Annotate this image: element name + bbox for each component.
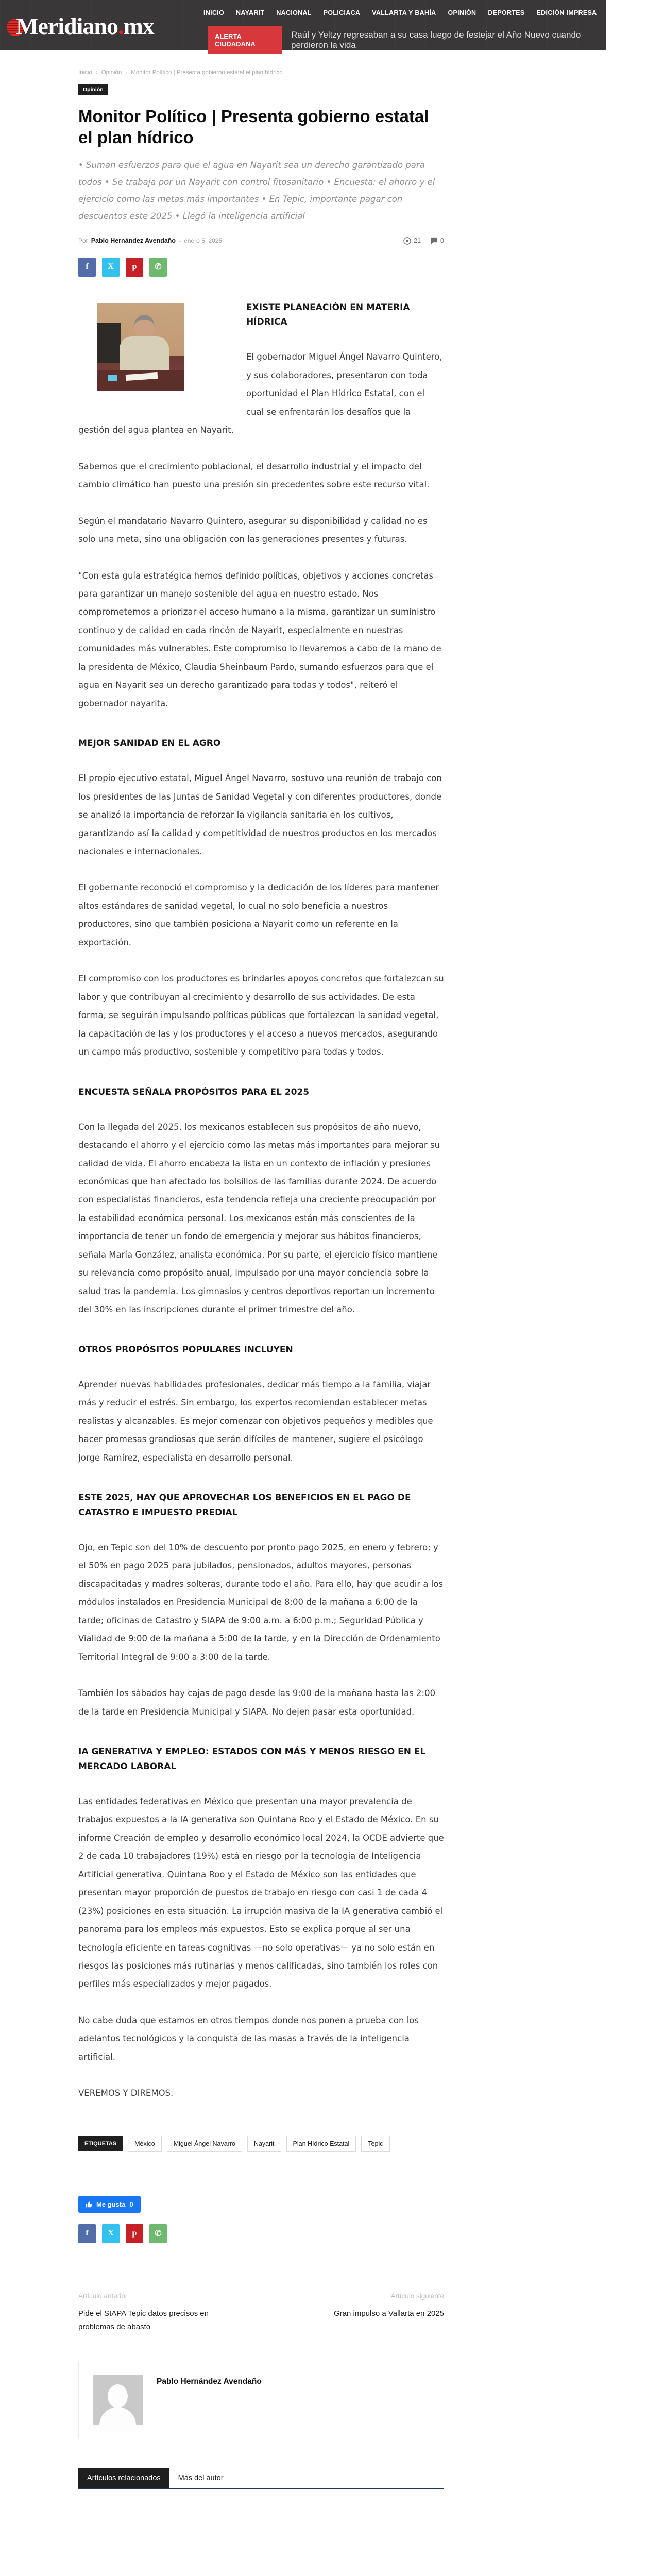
article-block: Ojo, en Tepic son del 10% de descuento por pronto pago 2025, en enero y febrero; y el 50% en pago 2025 para jubilados, pensionados, adultos mayores, personas discapacitadas y madres solteras, durante todo el año. Para ello, hay que acudir a los módulos instalados en Presidencia Municipal de 8:00 de la mañana a 6:00 de la tarde; oficinas de Catastro y SIAPA de 9:00 a.m. a 6:00 p.m.; Seguridad Pública y Vialidad de 9:00 de la mañana a 5:00 de la tarde, y en la Dirección de Ordenamiento Territorial Integral de 9:00 a 3:00 de la tarde. [78,1542,444,1662]
photo-note [108,375,117,381]
facebook-share-button[interactable]: f [78,258,96,277]
x-share-button[interactable]: X [102,2224,120,2243]
photo-shelf [97,323,121,363]
nav-item[interactable]: POLICIACA [323,9,361,16]
whatsapp-share-button[interactable]: ✆ [149,258,167,277]
author-link[interactable]: Pablo Hernández Avendaño [91,237,176,244]
page-title: Monitor Político | Presenta gobierno estatal el plan hídrico [78,107,429,147]
alert-row [208,26,606,54]
avatar-silhouette-body [99,2407,136,2433]
share-row-bottom [78,2224,444,2243]
article-block: El propio ejecutivo estatal, Miguel Ángel Navarro, sostuvo una reunión de trabajo con los presidentes de las Juntas de Sanidad Vegetal y con diferentes productores, donde se analizó la importancia de reforzar la vigilancia sanitaria en los cultivos, garantizando así la calidad y competitividad de nuestros productos en los mercados nacionales e internacionales. [78,773,442,857]
prev-article-link[interactable]: Pide el SIAPA Tepic datos precisos en problemas de abasto [78,2309,209,2332]
next-article-label: Artículo siguiente [390,2292,444,2300]
breadcrumb-separator: › [95,70,98,76]
like-button[interactable] [78,2196,141,2213]
article-block: También los sábados hay cajas de pago desde las 9:00 de la mañana hasta las 2:00 de la tarde en Presidencia Municipal y SIAPA. No dejen pasar esta oportunidad. [78,1688,436,1717]
article-block: "Con esta guía estratégica hemos definido políticas, objetivos y acciones concretas para garantizar un manejo sostenible del agua en nuestro estado. Nos comprometemos a priorizar el acceso humano a la misma, garantizar un suministro continuo y de calidad en cada rincón de Nayarit, especialmente en nuestras comunidades más vulnerables. Este compromiso lo llevaremos a cabo de la mano de la presidenta de México, Claudia Sheinbaum Pardo, sumando esfuerzos para que el agua en Nayarit sea un derecho garantizado para todas y todos", reiteró el gobernador nayarita. [78,570,441,708]
byline-prefix: Por [78,237,88,244]
nav-item[interactable]: VALLARTA Y BAHÍA [372,9,436,16]
tags-label: ETIQUETAS [78,2136,123,2151]
breadcrumb-separator: › [125,70,128,76]
whatsapp-share-button[interactable]: ✆ [149,2224,167,2243]
alert-headline-link[interactable]: Raúl y Yeltzy regresaban a su casa luego de festejar el Año Nuevo cuando perdieron la vida [291,30,581,50]
tag-link[interactable]: México [128,2136,162,2152]
site-header [0,0,642,50]
photo-person-body [120,336,169,372]
article-block: MEJOR SANIDAD EN EL AGRO [78,738,221,749]
views-count: 21 [414,237,421,244]
nav-item[interactable]: NAYARIT [236,9,265,16]
article-date: enero 5, 2025 [184,237,223,244]
nav-item[interactable]: INICIO [203,9,224,16]
nav-item[interactable]: NACIONAL [276,9,312,16]
article-block: No cabe duda que estamos en otros tiempos donde nos ponen a prueba con los adelantos tecnológicos y la conquista de las masas a través de la inteligencia artificial. [78,2015,419,2062]
article-photo [97,303,184,391]
tab-more-from-author[interactable]: Más del autor [178,2474,224,2483]
article-block: OTROS PROPÓSITOS POPULARES INCLUYEN [78,1344,293,1355]
main-content [78,70,444,2576]
nav-item[interactable]: DEPORTES [488,9,525,16]
prev-article-label: Artículo anterior [78,2292,128,2300]
thumbs-up-icon [86,2201,92,2208]
prevnext-titles [78,2307,444,2334]
article-block: El gobernante reconoció el compromiso y la dedicación de los líderes para mantener altos estándares de sanidad vegetal, lo cual no solo beneficia a nuestros productores, sino que también posiciona a Nayarit como un referente en la exportación. [78,883,439,947]
footer-tabs [78,2468,444,2489]
author-avatar[interactable] [93,2375,143,2425]
article-block: ENCUESTA SEÑALA PROPÓSITOS PARA EL 2025 [78,1087,310,1097]
tag-link[interactable]: Plan Hídrico Estatal [286,2136,356,2152]
like-count: 0 [129,2200,133,2208]
avatar-silhouette [108,2384,128,2408]
pinterest-share-button[interactable]: p [126,258,143,277]
pinterest-share-button[interactable]: p [126,2224,143,2243]
tab-related-articles[interactable]: Artículos relacionados [78,2468,169,2488]
byline-separator: - [179,237,181,244]
tag-link[interactable]: Tepic [361,2136,389,2152]
article-block: El compromiso con los productores es brindarles apoyos concretos que fortalezcan su labor y que contribuyan al crecimiento y desarrollo de sus actividades. De esta forma, se seguirán impulsando políticas públicas que fortalezcan la sanidad vegetal, la capacitación de las y los productores y el acceso a nuevos mercados, asegurando un campo más productivo, sostenible y competitivo para todas y todos. [78,974,444,1057]
author-box-name[interactable]: Pablo Hernández Avendaño [157,2377,262,2386]
share-row-top [78,258,444,277]
logo-text: Meridiano [16,13,118,39]
nav-item[interactable]: ESPECIAL [608,9,642,16]
views-metric [403,237,421,245]
article-body [78,300,444,2103]
author-box [78,2361,444,2439]
article-block: Sabemos que el crecimiento poblacional, el desarrollo industrial y el impacto del cambio climático han puesto una presión sin precedentes sobre este recurso vital. [78,461,430,490]
article-block: EXISTE PLANEACIÓN EN MATERIA HÍDRICA [246,302,410,328]
breadcrumb-home[interactable]: Inicio [78,70,92,76]
article-block: ESTE 2025, HAY QUE APROVECHAR LOS BENEFICIOS EN EL PAGO DE CATASTRO E IMPUESTO PREDIAL [78,1492,411,1518]
article-block: Las entidades federativas en México que presentan una mayor prevalencia de trabajos expuestos a la IA generativa son Quintana Roo y el Estado de México. En su informe Creación de empleo y desarrollo económico local 2024, la OCDE advierte que 2 de cada 10 trabajadores (19%) está en riesgo por la tecnología de Inteligencia Artificial generativa. Quintana Roo y el Estado de México son las entidades que presentan mayor proporción de puestos de trabajo en riesgo con casi 1 de cada 4 (23%) posiciones en esta situación. La irrupción masiva de la IA generativa cambió el panorama para los empleos más expuestos. Esto se explica porque al ser una tecnología eficiente en tareas cognitivas —no solo operativas— ya no solo están en riesgos las posiciones más rutinarias y menos calificadas, sino también los roles con perfiles más especializados y mejor pagados. [78,1796,444,1989]
article-subtitle: • Suman esfuerzos para que el agua en Nayarit sea un derecho garantizado para todos • Se trabaja por un Nayarit con control fitosanitario • Encuesta: el ahorro y el ejercicio como las metas más importantes • En Tepic, importante pagar con descuentos este 2025 • Llegó la inteligencia artificial [78,160,435,221]
tag-link[interactable]: Miguel Ángel Navarro [167,2136,242,2152]
site-logo[interactable] [7,12,154,40]
photo-person [134,315,155,338]
eye-icon [403,237,411,245]
article-metrics [403,237,444,245]
comments-count: 0 [440,237,444,244]
nav-item[interactable]: EDICIÓN IMPRESA [536,9,597,16]
breadcrumb-current: Monitor Político | Presenta gobierno estatal el plan hídrico [131,70,283,76]
article-block: Aprender nuevas habilidades profesionales, dedicar más tiempo a la familia, viajar más y reducir el estrés. Sin embargo, los expertos recomiendan establecer metas realistas y alcanzables. Es mejor comenzar con objetivos pequeños y medibles que hacer promesas grandiosas que serán difíciles de mantener, sugiere el psicólogo Jorge Ramírez, especialista en desarrollo personal. [78,1379,433,1463]
article-block: IA GENERATIVA Y EMPLEO: ESTADOS CON MÁS Y MENOS RIESGO EN EL MERCADO LABORAL [78,1746,426,1772]
prevnext-labels [78,2292,444,2300]
article-block: Con la llegada del 2025, los mexicanos establecen sus propósitos de año nuevo, destacando el ahorro y el ejercicio como las metas más importantes para mejorar su calidad de vida. El ahorro encabeza la lista en un contexto de inflación y presiones económicas que han afectado los bolsillos de las familias durante 2024. De acuerdo con especialistas financieros, esta tendencia refleja una creciente preocupación por la estabilidad económica personal. Los mexicanos están más conscientes de la importancia de tener un fondo de emergencia y mejorar sus hábitos financieros, señala María González, analista económica. Por su parte, el ejercicio físico mantiene su relevancia como propósito anual, impulsado por una mayor conciencia sobre la salud tras la pandemia. Los gimnasios y centros deportivos reportan un incremento del 30% en las inscripciones durante el primer trimestre del año. [78,1122,440,1315]
article-block: Según el mandatario Navarro Quintero, asegurar su disponibilidad y calidad no es solo una meta, sino una obligación con las generaciones presentes y futuras. [78,516,428,545]
next-article-link[interactable]: Gran impulso a Vallarta en 2025 [333,2309,444,2318]
comment-icon [430,237,438,244]
search-icon[interactable] [654,8,664,18]
logo-dot: . [117,13,124,39]
breadcrumb-section[interactable]: Opinión [101,70,122,76]
like-label: Me gusta [96,2200,126,2208]
x-share-button[interactable]: X [102,258,120,277]
breadcrumb [78,70,444,76]
tags-row [78,2136,444,2152]
logo-tld: mx [123,13,154,39]
byline [78,237,444,245]
alert-badge[interactable]: ALERTA CIUDADANA [208,26,282,54]
tag-link[interactable]: Nayarit [247,2136,281,2152]
facebook-share-button[interactable]: f [78,2224,96,2243]
nav-item[interactable]: OPINIÓN [448,9,476,16]
comments-metric[interactable] [430,237,444,244]
article-block: El gobernador Miguel Ángel Navarro Quintero, y sus colaboradores, presentaron con toda oportunidad el Plan Hídrico Estatal, con el cual se enfrentarán los desafíos que la gestión del agua plantea en Nayarit. [78,352,442,435]
main-nav [203,8,664,18]
category-badge[interactable]: Opinión [78,84,108,95]
article-block: VEREMOS Y DIREMOS. [78,2088,174,2098]
